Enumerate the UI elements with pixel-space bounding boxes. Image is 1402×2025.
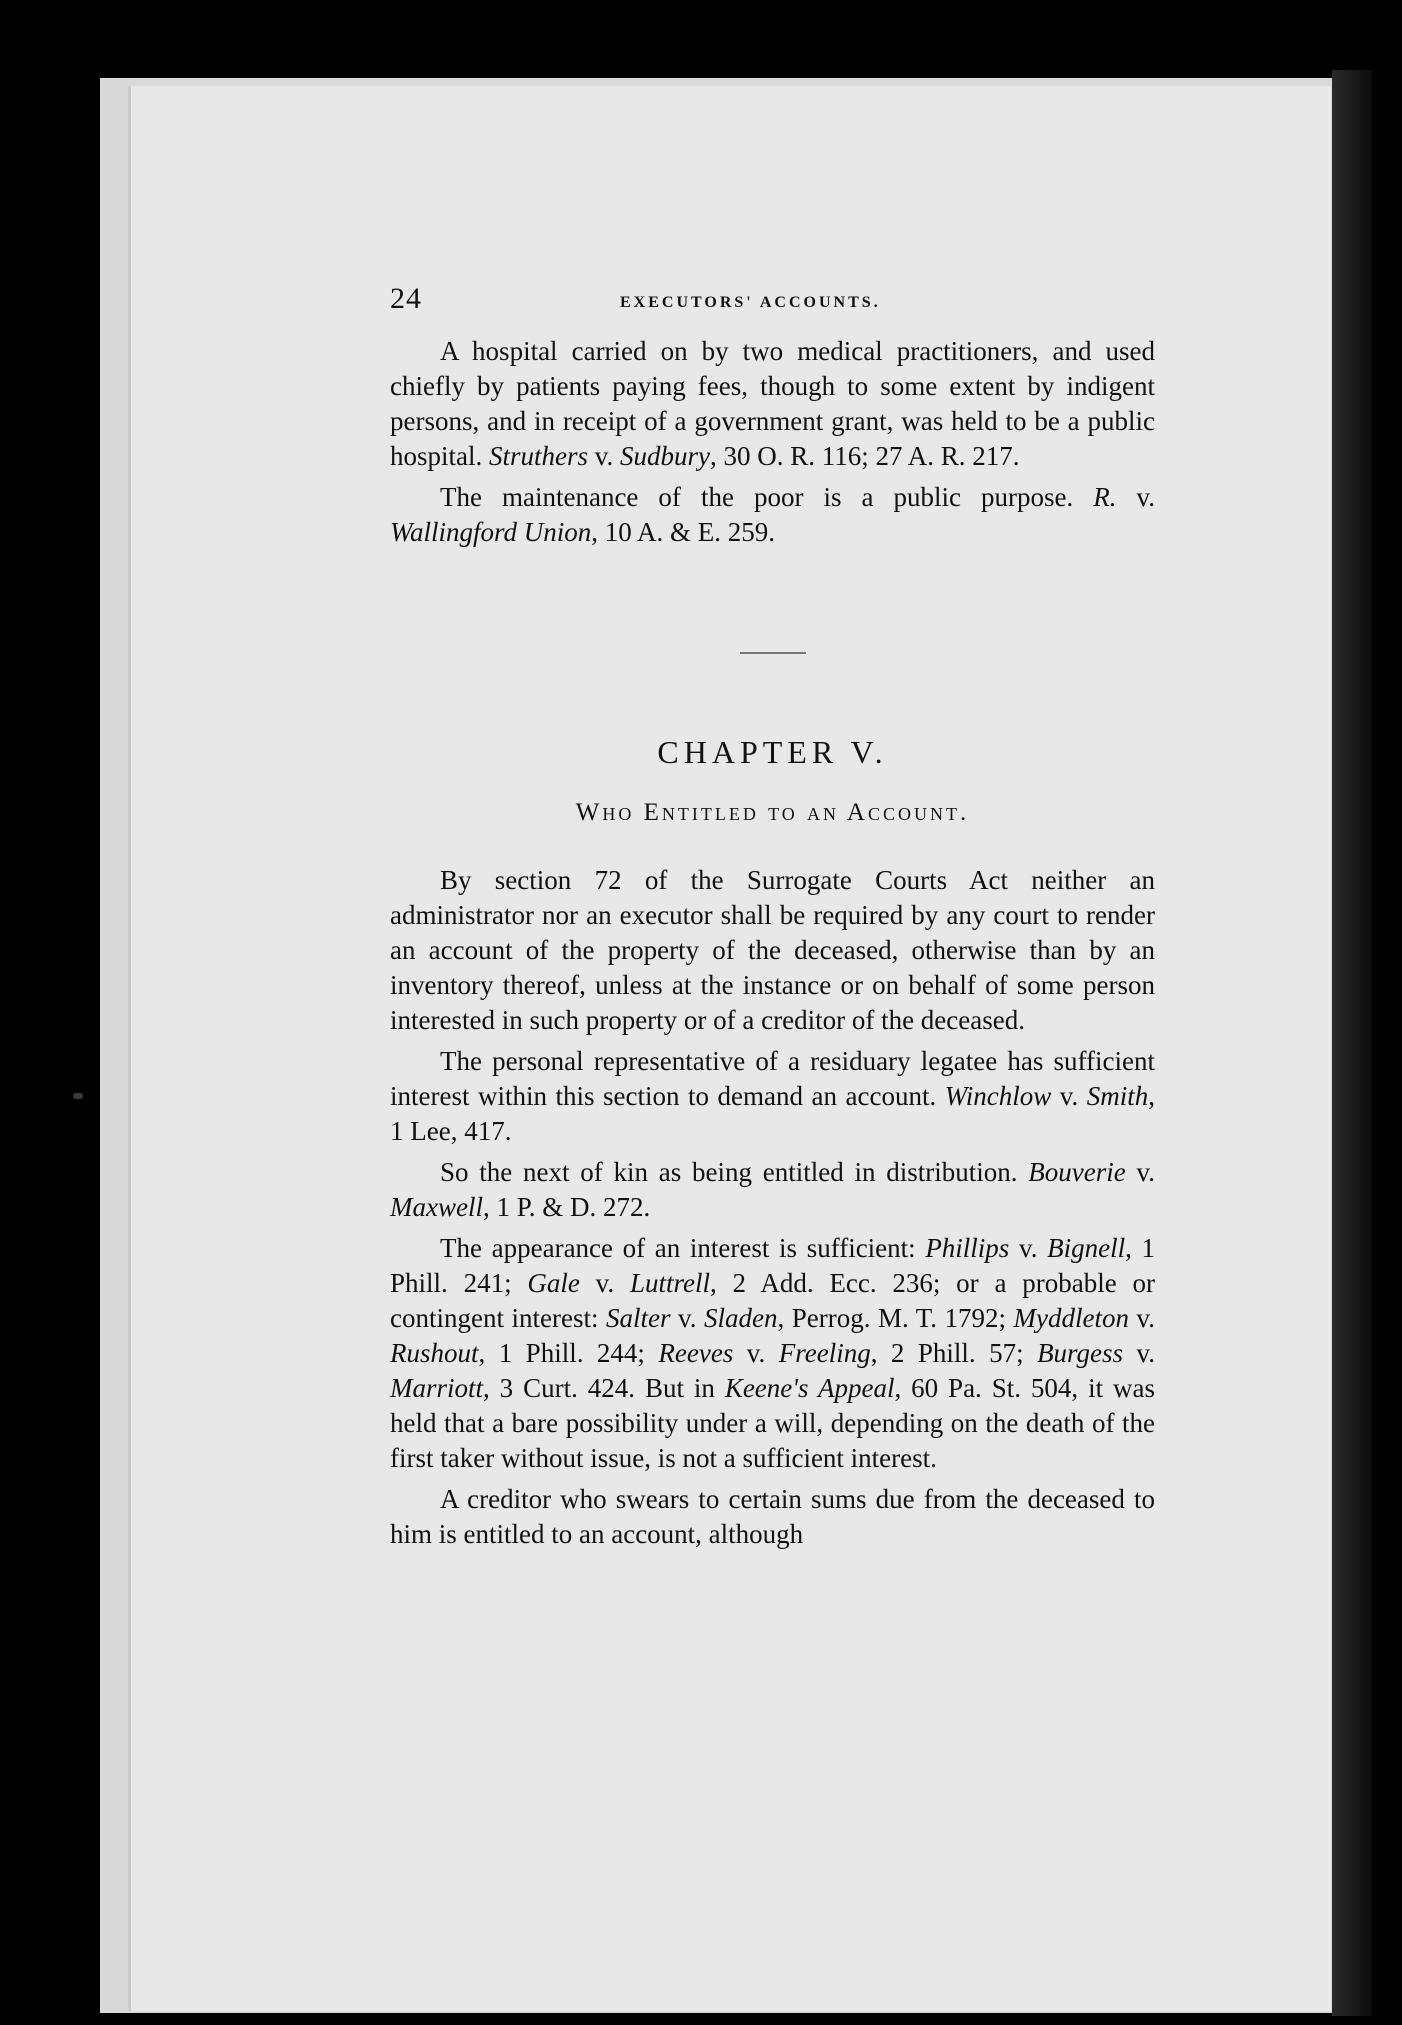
case-name: Sudbury: [620, 441, 711, 471]
paragraph-text: v.: [1009, 1233, 1048, 1263]
paragraph-text: v.: [733, 1338, 779, 1368]
margin-speck: [73, 1093, 83, 1099]
case-name: Sladen: [703, 1303, 778, 1333]
paragraph-next-of-kin: [390, 1155, 1155, 1225]
paragraph-text: v.: [579, 1268, 630, 1298]
case-name: Winchlow: [944, 1081, 1052, 1111]
paragraph-appearance-of-interest: [390, 1231, 1155, 1476]
citation: , 1 P. & D. 272.: [482, 1192, 651, 1222]
case-name: R.: [1093, 482, 1117, 512]
page-number: 24: [390, 282, 422, 315]
paragraph-text: v.: [1123, 1338, 1156, 1368]
case-name: Rushout: [390, 1338, 479, 1368]
book-spine-shadow: [1332, 70, 1372, 2016]
case-name: Maxwell: [390, 1192, 483, 1222]
case-name: Reeves: [658, 1338, 734, 1368]
paragraph-section-72: [390, 863, 1155, 1038]
case-name: Gale: [527, 1268, 580, 1298]
running-title: EXECUTORS' ACCOUNTS.: [620, 294, 881, 311]
chapter-subtitle: Who Entitled to an Account.: [575, 799, 970, 826]
case-name: Marriott: [390, 1373, 484, 1403]
case-name: Luttrell: [629, 1268, 710, 1298]
paragraph-text: v.: [1125, 1157, 1156, 1187]
case-name: Smith: [1086, 1081, 1149, 1111]
citation: , 10 A. & E. 259.: [591, 517, 776, 547]
paragraph-text: The maintenance of the poor is a public purpose.: [440, 482, 1094, 512]
section-divider: [740, 652, 806, 654]
case-name: Struthers: [489, 441, 589, 471]
citation: , 2 Phill. 57;: [870, 1338, 1038, 1368]
paragraph-maintenance-poor: [390, 480, 1155, 550]
citation: , 1 Lee, 417.: [390, 1081, 1156, 1146]
case-name: Wallingford Union: [390, 517, 592, 547]
case-name: Salter: [605, 1303, 671, 1333]
paragraph-text: v.: [670, 1303, 704, 1333]
paragraph-text: The personal representative of a residuary legatee has sufficient interest within this section to demand an account.: [390, 1046, 1155, 1111]
paragraph-text: v.: [1128, 1303, 1155, 1333]
paragraph-text: So the next of kin as being entitled in distribution.: [440, 1157, 1029, 1187]
case-name: Bignell: [1047, 1233, 1126, 1263]
citation: , 1 Phill. 241;: [390, 1233, 1156, 1298]
case-name: Myddleton: [1013, 1303, 1129, 1333]
citation: , 3 Curt. 424. But in: [483, 1373, 725, 1403]
paragraph-hospital: [390, 334, 1155, 474]
paragraph-text: A hospital carried on by two medical practitioners, and used chiefly by patients paying fees, though to some extent by indigent persons, and in receipt of a government grant, was held to be a public hospital.: [390, 336, 1155, 471]
citation: , 2 Add. Ecc. 236; or a probable or contingent interest:: [390, 1268, 1155, 1333]
case-name: Freeling: [778, 1338, 871, 1368]
case-name: Bouverie: [1028, 1157, 1126, 1187]
paragraph-residuary-legatee: [390, 1044, 1155, 1149]
citation: , Perrog. M. T. 1792;: [777, 1303, 1014, 1333]
chapter-heading: CHAPTER V.: [657, 734, 888, 770]
paragraph-text: v.: [588, 441, 621, 471]
paragraph-creditor: [390, 1482, 1155, 1552]
citation: , 1 Phill. 244;: [478, 1338, 659, 1368]
paragraph-text: A creditor who swears to certain sums due from the deceased to him is entitled to an account, although: [390, 1484, 1155, 1549]
paragraph-text: v.: [1116, 482, 1155, 512]
page-text-block: [390, 282, 1155, 1558]
case-name: Burgess: [1037, 1338, 1124, 1368]
paragraph-text: v.: [1051, 1081, 1087, 1111]
case-name: Keene's Appeal: [724, 1373, 895, 1403]
case-name: Phillips: [925, 1233, 1010, 1263]
paragraph-text: The appearance of an interest is sufficient:: [440, 1233, 926, 1263]
citation: , 60 Pa. St. 504, it was held that a bare possibility under a will, depending on the death of the first taker without issue, is not a sufficient interest.: [390, 1373, 1156, 1473]
citation: , 30 O. R. 116; 27 A. R. 217.: [710, 441, 1020, 471]
running-head: [390, 282, 1155, 326]
paragraph-text: By section 72 of the Surrogate Courts Act neither an administrator nor an executor shall be required by any court to render an account of the property of the deceased, otherwise than by an inventory thereof, unless at the instance or on behalf of some person interested in such property or of a creditor of the deceased.: [390, 865, 1155, 1035]
